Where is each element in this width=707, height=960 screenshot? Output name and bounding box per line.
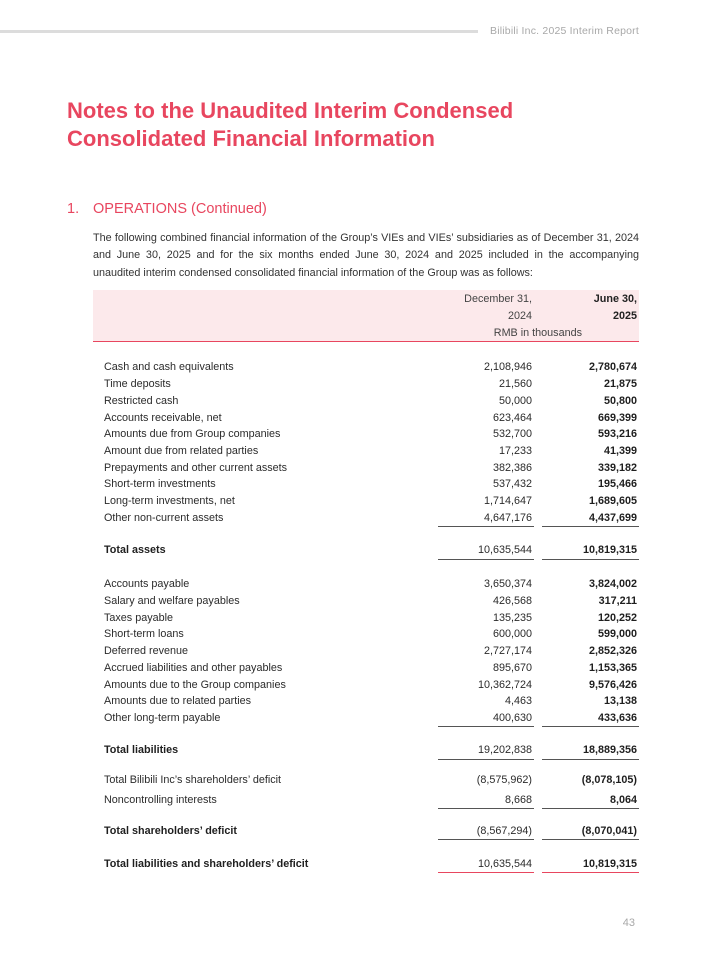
table-row <box>93 359 639 376</box>
column-header-dec-2024: December 31, 2024 <box>464 293 532 322</box>
row-label: Accounts payable <box>104 578 190 590</box>
total-underline <box>542 726 639 727</box>
value-jun-2025: 317,211 <box>598 595 637 607</box>
column-header-jun-2025: June 30, 2025 <box>593 293 637 322</box>
value-jun-2025: (8,070,041) <box>581 825 637 837</box>
table-row <box>93 660 639 677</box>
value-dec-2024: 8,668 <box>504 794 532 806</box>
total-underline <box>542 808 639 809</box>
value-jun-2025: 599,000 <box>597 628 637 640</box>
row-label: Salary and welfare payables <box>104 595 240 607</box>
running-header: Bilibili Inc. 2025 Interim Report <box>490 25 639 37</box>
row-label: Amounts due to related parties <box>104 695 252 707</box>
value-dec-2024: 3,650,374 <box>483 578 532 590</box>
table-row <box>93 626 639 643</box>
value-dec-2024: 2,108,946 <box>483 361 532 373</box>
page-title-line-1: Notes to the Unaudited Interim Condensed <box>67 98 514 123</box>
total-row <box>93 856 639 873</box>
total-underline <box>542 872 639 873</box>
row-label: Total Bilibili Inc’s shareholders’ deficit <box>104 774 282 786</box>
total-row <box>93 823 639 840</box>
row-label: Cash and cash equivalents <box>104 361 234 373</box>
value-dec-2024: 623,464 <box>492 412 532 424</box>
value-dec-2024: 17,233 <box>498 445 532 457</box>
table-row <box>93 710 639 727</box>
value-jun-2025: 21,875 <box>603 378 637 390</box>
value-jun-2025: 669,399 <box>597 412 637 424</box>
page-title-line-2: Consolidated Financial Information <box>67 126 435 151</box>
row-label: Restricted cash <box>104 395 179 407</box>
table-row <box>93 493 639 510</box>
value-dec-2024: 600,000 <box>492 628 532 640</box>
row-label: Other long-term payable <box>104 712 221 724</box>
section-title: OPERATIONS (Continued) <box>93 201 267 217</box>
row-label: Total liabilities <box>104 744 179 756</box>
value-jun-2025: 1,153,365 <box>588 662 637 674</box>
row-label: Other non-current assets <box>104 512 224 524</box>
row-label: Amounts due to the Group companies <box>104 679 286 691</box>
header-rule <box>0 30 478 33</box>
total-underline <box>438 526 534 527</box>
value-dec-2024: 895,670 <box>492 662 532 674</box>
row-label: Prepayments and other current assets <box>104 462 288 474</box>
value-dec-2024: 1,714,647 <box>483 495 532 507</box>
value-dec-2024: (8,567,294) <box>476 825 532 837</box>
value-jun-2025: 18,889,356 <box>582 744 637 756</box>
table-row <box>93 393 639 410</box>
value-jun-2025: 339,182 <box>597 462 637 474</box>
row-label: Short-term loans <box>104 628 184 640</box>
row-label: Total shareholders’ deficit <box>104 825 237 837</box>
value-dec-2024: 10,635,544 <box>477 544 532 556</box>
value-dec-2024: 10,635,544 <box>477 858 532 870</box>
total-underline <box>438 559 534 560</box>
total-underline <box>438 808 534 809</box>
row-label: Short-term investments <box>104 478 216 490</box>
value-dec-2024: 50,000 <box>498 395 532 407</box>
value-dec-2024: 532,700 <box>492 428 532 440</box>
table-header <box>93 290 639 342</box>
total-underline <box>542 559 639 560</box>
table-row <box>93 792 639 809</box>
total-underline <box>438 726 534 727</box>
value-dec-2024: 2,727,174 <box>483 645 532 657</box>
section-number: 1. <box>67 201 80 217</box>
value-jun-2025: 2,852,326 <box>588 645 637 657</box>
value-dec-2024: (8,575,962) <box>476 774 532 786</box>
value-jun-2025: 2,780,674 <box>588 361 637 373</box>
row-label: Deferred revenue <box>104 645 189 657</box>
value-jun-2025: 1,689,605 <box>588 495 637 507</box>
value-dec-2024: 400,630 <box>492 712 532 724</box>
value-jun-2025: 195,466 <box>597 478 637 490</box>
table-row <box>93 376 639 393</box>
total-row <box>93 742 639 759</box>
total-underline <box>542 759 639 760</box>
table-row <box>93 693 639 710</box>
value-jun-2025: 593,216 <box>597 428 637 440</box>
value-dec-2024: 135,235 <box>492 612 532 624</box>
total-underline <box>438 759 534 760</box>
row-label: Accrued liabilities and other payables <box>104 662 283 674</box>
row-label: Long-term investments, net <box>104 495 235 507</box>
row-label: Taxes payable <box>104 612 174 624</box>
section-heading <box>67 201 267 217</box>
total-underline <box>542 839 639 840</box>
value-dec-2024: 4,463 <box>504 695 532 707</box>
value-jun-2025: (8,078,105) <box>581 774 637 786</box>
row-label: Time deposits <box>104 378 171 390</box>
table-row <box>93 460 639 477</box>
value-dec-2024: 4,647,176 <box>483 512 532 524</box>
row-label: Amount due from related parties <box>104 445 259 457</box>
total-underline <box>542 526 639 527</box>
row-label: Total assets <box>104 544 166 556</box>
row-label: Total liabilities and shareholders’ deficit <box>104 858 309 870</box>
value-dec-2024: 10,362,724 <box>477 679 532 691</box>
value-jun-2025: 10,819,315 <box>582 858 637 870</box>
value-dec-2024: 426,568 <box>492 595 532 607</box>
value-jun-2025: 433,636 <box>597 712 637 724</box>
value-dec-2024: 19,202,838 <box>477 744 532 756</box>
value-jun-2025: 120,252 <box>597 612 637 624</box>
table-row <box>93 443 639 460</box>
value-jun-2025: 10,819,315 <box>582 544 637 556</box>
table-row <box>93 643 639 660</box>
value-dec-2024: 537,432 <box>492 478 532 490</box>
value-jun-2025: 50,800 <box>603 395 637 407</box>
value-jun-2025: 3,824,002 <box>588 578 637 590</box>
table-row <box>93 426 639 443</box>
table-row <box>93 576 639 593</box>
value-jun-2025: 8,064 <box>609 794 637 806</box>
page-title <box>67 97 627 153</box>
intro-paragraph: The following combined financial information of the Group’s VIEs and VIEs’ subsidiaries as of December 31, 2024 and June 30, 2025 and for the six months ended June 30, 2024 and 2025 included in the accompanying unaudited interim condensed consolidated financial information of the Group was as follows: <box>93 232 639 279</box>
value-jun-2025: 13,138 <box>603 695 637 707</box>
table-row <box>93 772 639 789</box>
value-dec-2024: 21,560 <box>498 378 532 390</box>
table-row <box>93 510 639 527</box>
value-jun-2025: 9,576,426 <box>588 679 637 691</box>
row-label: Amounts due from Group companies <box>104 428 281 440</box>
page-number: 43 <box>622 917 635 929</box>
row-label: Accounts receivable, net <box>104 412 222 424</box>
value-jun-2025: 4,437,699 <box>588 512 637 524</box>
table-row <box>93 610 639 627</box>
table-row <box>93 476 639 493</box>
value-dec-2024: 382,386 <box>492 462 532 474</box>
total-underline <box>438 872 534 873</box>
row-label: Noncontrolling interests <box>104 794 217 806</box>
total-underline <box>438 839 534 840</box>
table-row <box>93 593 639 610</box>
unit-label: RMB in thousands <box>493 327 582 339</box>
value-jun-2025: 41,399 <box>603 445 637 457</box>
table-row <box>93 677 639 694</box>
table-row <box>93 410 639 427</box>
total-row <box>93 542 639 559</box>
